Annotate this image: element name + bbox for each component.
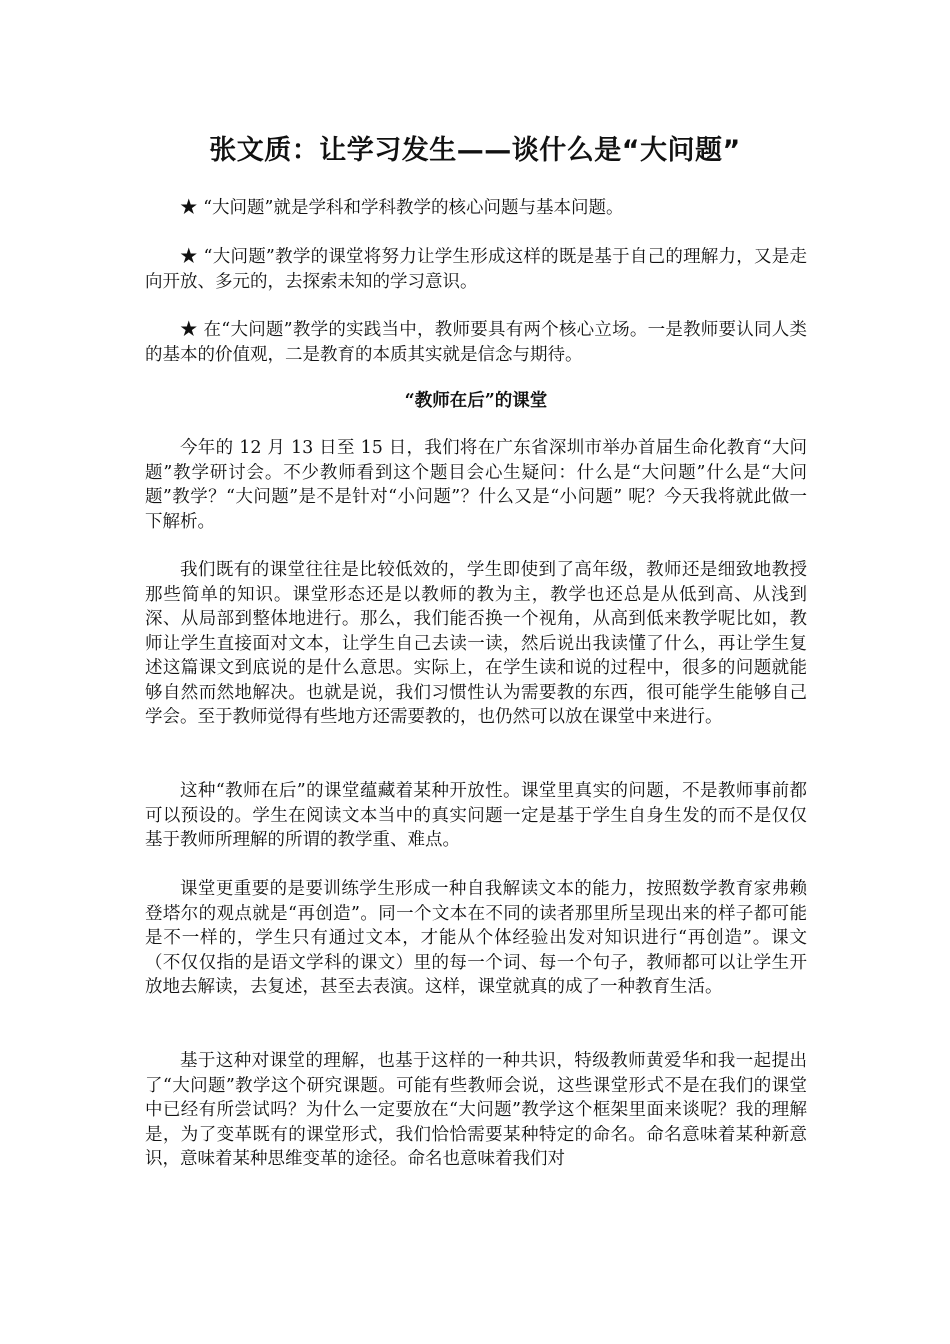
body-paragraph-4: 课堂更重要的是要训练学生形成一种自我解读文本的能力，按照数学教育家弗赖登塔尔的观点就是“再创造”。同一个文本在不同的读者那里所呈现出来的样子都可能是不一样的，学生只有通过文本，才能从个体经验出发对知识进行“再创造”。课文（不仅仅指的是语文学科的课文）里的每一个词、每一个句子，教师都可以让学生开放地去解读，去复述，甚至去表演。这样，课堂就真的成了一种教育生活。: [145, 879, 807, 997]
highlight-3: ★ 在“大问题”教学的实践当中，教师要具有两个核心立场。一是教师要认同人类的基本的价值观，二是教育的本质其实就是信念与期待。: [145, 320, 807, 365]
section-heading: “教师在后”的课堂: [404, 391, 548, 411]
article-title: 张文质：让学习发生——谈什么是“大问题”: [209, 135, 741, 166]
highlight-2: ★ “大问题”教学的课堂将努力让学生形成这样的既是基于自己的理解力，又是走向开放、多元的，去探索未知的学习意识。: [145, 247, 807, 292]
body-paragraph-5: 基于这种对课堂的理解，也基于这样的一种共识，特级教师黄爱华和我一起提出了“大问题”教学这个研究课题。可能有些教师会说，这些课堂形式不是在我们的课堂中已经有所尝试吗？为什么一定要放在“大问题”教学这个框架里面来谈呢？我的理解是，为了变革既有的课堂形式，我们恰恰需要某种特定的命名。命名意味着某种新意识，意味着某种思维变革的途径。命名也意味着我们对: [145, 1051, 807, 1169]
highlight-1: ★ “大问题”就是学科和学科教学的核心问题与基本问题。: [180, 198, 624, 218]
body-paragraph-1: 今年的 12 月 13 日至 15 日，我们将在广东省深圳市举办首届生命化教育“大问题”教学研讨会。不少教师看到这个题目会心生疑问：什么是“大问题”什么是“大问题”教学？“大问题”是不是针对“小问题”？什么又是“小问题” 呢？今天我将就此做一下解析。: [145, 438, 807, 532]
body-paragraph-2: 我们既有的课堂往往是比较低效的，学生即使到了高年级，教师还是细致地教授那些简单的知识。课堂形态还是以教师的教为主，教学也还总是从低到高、从浅到深、从局部到整体地进行。那么，我们能否换一个视角，从高到低来教学呢比如，教师让学生直接面对文本，让学生自己去读一读，然后说出我读懂了什么，再让学生复述这篇课文到底说的是什么意思。实际上，在学生读和说的过程中，很多的问题就能够自然而然地解决。也就是说，我们习惯性认为需要教的东西，很可能学生能够自己学会。至于教师觉得有些地方还需要教的，也仍然可以放在课堂中来进行。: [145, 560, 807, 727]
body-paragraph-3: 这种“教师在后”的课堂蕴藏着某种开放性。课堂里真实的问题，不是教师事前都可以预设的。学生在阅读文本当中的真实问题一定是基于学生自身生发的而不是仅仅基于教师所理解的所谓的教学重、难点。: [145, 781, 807, 850]
